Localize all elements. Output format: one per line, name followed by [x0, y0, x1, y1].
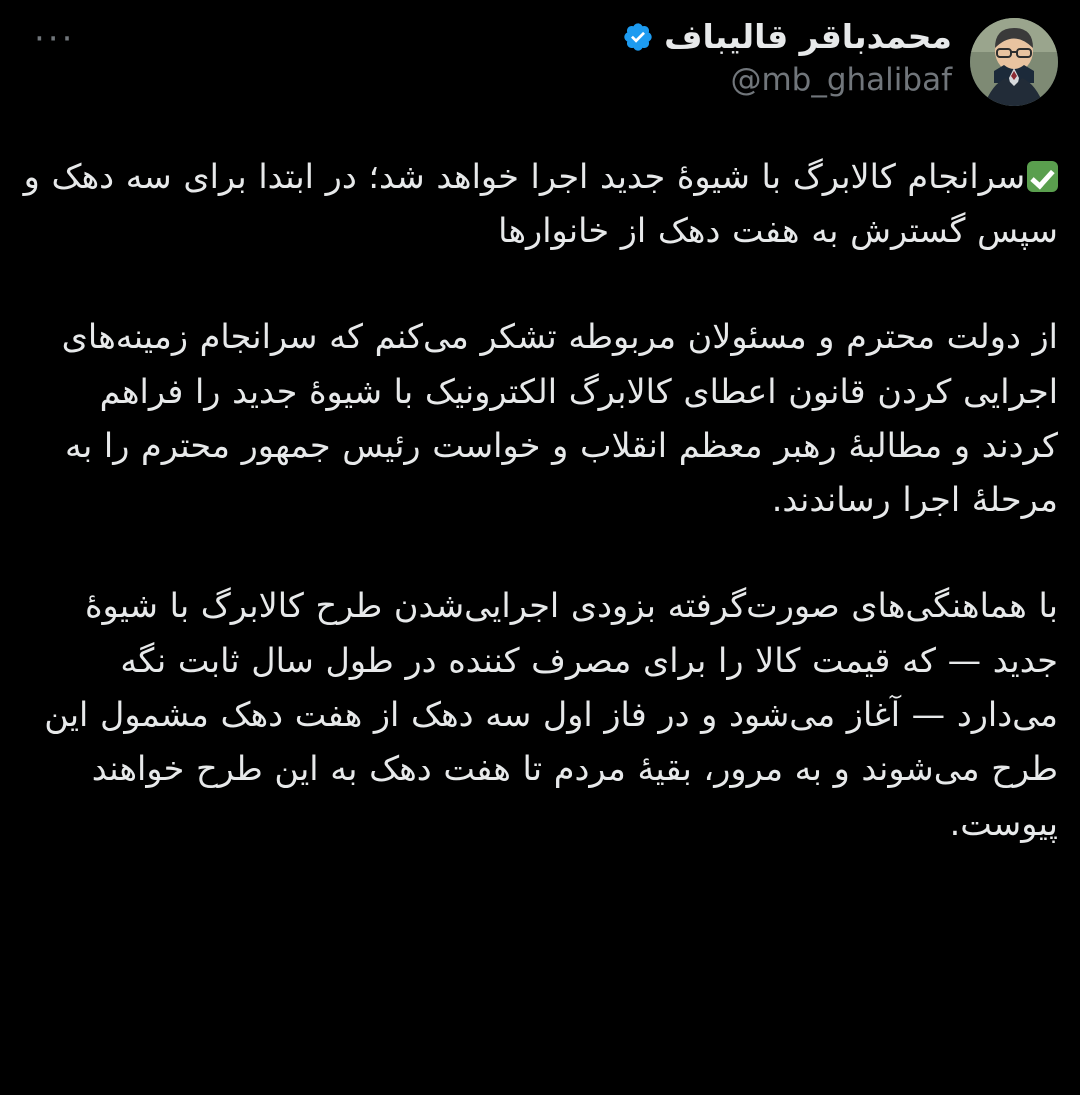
- tweet-paragraph-1: [22, 150, 1058, 259]
- tweet-paragraph-2: از دولت محترم و مسئولان مربوطه تشکر می‌کنم که سرانجام زمینه‌های اجرایی کردن قانون اعطای کالابرگ الکترونیک با شیوهٔ جدید را فراهم کردند و مطالبهٔ رهبر معظم انقلاب و خواست رئیس جمهور محترم را به مرحلهٔ اجرا رساندند.: [61, 317, 1058, 520]
- verified-badge-icon: [622, 21, 654, 53]
- author-handle[interactable]: @mb_ghalibaf: [730, 62, 952, 99]
- author-display-name[interactable]: محمدباقر قالیباف: [664, 17, 952, 56]
- white-check-mark-icon: [1027, 161, 1058, 192]
- avatar[interactable]: [970, 18, 1058, 106]
- tweet-paragraph-3: با هماهنگی‌های صورت‌گرفته بزودی اجرایی‌شدن طرح کالابرگ با شیوهٔ جدید — که قیمت کالا را برای مصرف کننده در طول سال ثابت نگه می‌دارد — آغاز می‌شود و در فاز اول سه دهک از هفت دهک مشمول این طرح می‌شوند و به مرور، بقیهٔ مردم تا هفت دهک به این طرح خواهند پیوست.: [44, 586, 1058, 843]
- author-identity: [22, 14, 952, 100]
- author-name-row: [22, 16, 952, 57]
- more-options-icon[interactable]: ···: [34, 19, 76, 59]
- tweet-text: [22, 150, 1058, 851]
- tweet-paragraph-1-text: سرانجام کالابرگ با شیوهٔ جدید اجرا خواهد شد؛ در ابتدا برای سه دهک و سپس گسترش به هفت دهک از خانوارها: [23, 157, 1058, 251]
- tweet-header: [22, 14, 1058, 134]
